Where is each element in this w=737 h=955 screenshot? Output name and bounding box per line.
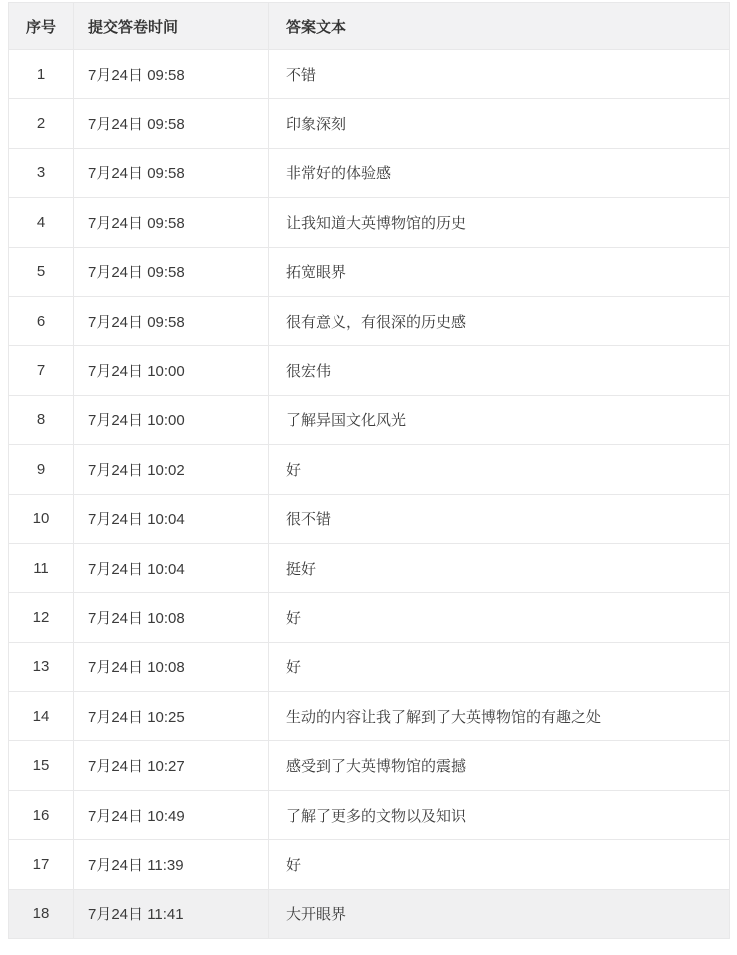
- cell-index: 12: [9, 593, 74, 642]
- cell-submit-time: 7月24日 10:00: [74, 395, 269, 444]
- cell-submit-time: 7月24日 10:27: [74, 741, 269, 790]
- cell-submit-time: 7月24日 09:58: [74, 296, 269, 345]
- table-row[interactable]: [9, 889, 730, 938]
- table-row[interactable]: [9, 346, 730, 395]
- table-row[interactable]: [9, 296, 730, 345]
- table-row[interactable]: [9, 840, 730, 889]
- cell-submit-time: 7月24日 09:58: [74, 148, 269, 197]
- cell-answer-text: 不错: [269, 50, 730, 99]
- table-row[interactable]: [9, 593, 730, 642]
- cell-submit-time: 7月24日 10:49: [74, 790, 269, 839]
- cell-answer-text: 挺好: [269, 543, 730, 592]
- cell-index: 6: [9, 296, 74, 345]
- table-row[interactable]: [9, 445, 730, 494]
- cell-answer-text: 很不错: [269, 494, 730, 543]
- cell-submit-time: 7月24日 10:25: [74, 692, 269, 741]
- cell-submit-time: 7月24日 10:08: [74, 593, 269, 642]
- cell-index: 5: [9, 247, 74, 296]
- column-header-index: 序号: [9, 3, 74, 50]
- cell-answer-text: 好: [269, 840, 730, 889]
- cell-answer-text: 好: [269, 642, 730, 691]
- column-header-submit-time: 提交答卷时间: [74, 3, 269, 50]
- cell-index: 15: [9, 741, 74, 790]
- cell-index: 16: [9, 790, 74, 839]
- table-row[interactable]: [9, 494, 730, 543]
- table-header-row: [9, 3, 730, 50]
- cell-submit-time: 7月24日 11:41: [74, 889, 269, 938]
- column-header-answer-text: 答案文本: [269, 3, 730, 50]
- cell-submit-time: 7月24日 10:04: [74, 543, 269, 592]
- cell-index: 3: [9, 148, 74, 197]
- cell-answer-text: 很宏伟: [269, 346, 730, 395]
- table-row[interactable]: [9, 99, 730, 148]
- cell-index: 4: [9, 198, 74, 247]
- cell-answer-text: 让我知道大英博物馆的历史: [269, 198, 730, 247]
- cell-answer-text: 好: [269, 593, 730, 642]
- cell-answer-text: 大开眼界: [269, 889, 730, 938]
- cell-answer-text: 很有意义，有很深的历史感: [269, 296, 730, 345]
- cell-submit-time: 7月24日 10:04: [74, 494, 269, 543]
- table-row[interactable]: [9, 692, 730, 741]
- cell-submit-time: 7月24日 10:00: [74, 346, 269, 395]
- cell-answer-text: 了解了更多的文物以及知识: [269, 790, 730, 839]
- table-row[interactable]: [9, 198, 730, 247]
- cell-index: 11: [9, 543, 74, 592]
- cell-submit-time: 7月24日 09:58: [74, 50, 269, 99]
- survey-answers-table: [8, 2, 730, 939]
- cell-index: 2: [9, 99, 74, 148]
- table-body: [9, 50, 730, 939]
- cell-index: 9: [9, 445, 74, 494]
- table-row[interactable]: [9, 642, 730, 691]
- cell-answer-text: 了解异国文化风光: [269, 395, 730, 444]
- cell-answer-text: 感受到了大英博物馆的震撼: [269, 741, 730, 790]
- cell-index: 8: [9, 395, 74, 444]
- cell-index: 18: [9, 889, 74, 938]
- cell-index: 13: [9, 642, 74, 691]
- table-row[interactable]: [9, 790, 730, 839]
- table-row[interactable]: [9, 247, 730, 296]
- cell-submit-time: 7月24日 09:58: [74, 247, 269, 296]
- table-row[interactable]: [9, 741, 730, 790]
- cell-answer-text: 好: [269, 445, 730, 494]
- table-row[interactable]: [9, 148, 730, 197]
- cell-answer-text: 生动的内容让我了解到了大英博物馆的有趣之处: [269, 692, 730, 741]
- cell-answer-text: 非常好的体验感: [269, 148, 730, 197]
- cell-index: 14: [9, 692, 74, 741]
- cell-index: 1: [9, 50, 74, 99]
- cell-submit-time: 7月24日 09:58: [74, 99, 269, 148]
- cell-index: 10: [9, 494, 74, 543]
- cell-submit-time: 7月24日 09:58: [74, 198, 269, 247]
- cell-answer-text: 拓宽眼界: [269, 247, 730, 296]
- cell-submit-time: 7月24日 10:02: [74, 445, 269, 494]
- cell-answer-text: 印象深刻: [269, 99, 730, 148]
- cell-index: 7: [9, 346, 74, 395]
- cell-submit-time: 7月24日 11:39: [74, 840, 269, 889]
- table-row[interactable]: [9, 543, 730, 592]
- table-row[interactable]: [9, 395, 730, 444]
- cell-index: 17: [9, 840, 74, 889]
- table-row[interactable]: [9, 50, 730, 99]
- cell-submit-time: 7月24日 10:08: [74, 642, 269, 691]
